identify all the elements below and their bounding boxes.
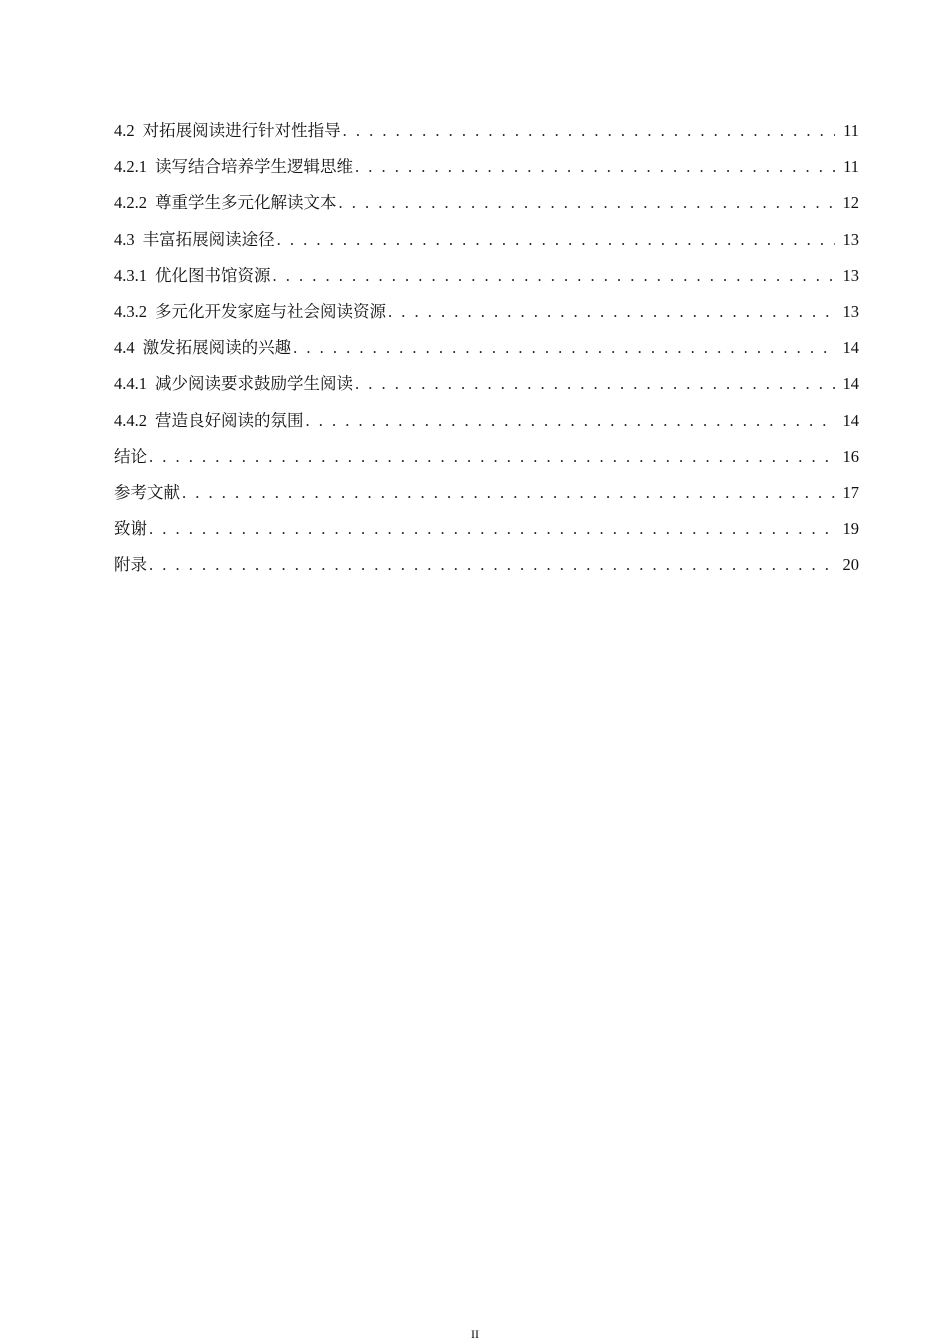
toc-entry[interactable] — [114, 263, 859, 299]
toc-entry[interactable] — [114, 408, 859, 444]
toc-entry-title: 减少阅读要求鼓励学生阅读 — [155, 374, 353, 394]
toc-entry-number: 4.3 — [114, 229, 135, 249]
toc-entry-title: 结论 — [114, 446, 147, 466]
toc-entry-title: 激发拓展阅读的兴趣 — [142, 338, 292, 358]
toc-entry-number: 4.4.1 — [114, 374, 147, 394]
toc-entry-page: 14 — [842, 410, 859, 430]
toc-leader-dots — [182, 480, 835, 506]
toc-entry-title: 多元化开发家庭与社会阅读资源 — [155, 301, 386, 321]
toc-leader-dots — [388, 299, 835, 325]
toc-entry-number: 4.3.2 — [114, 301, 147, 321]
table-of-contents — [114, 118, 859, 588]
toc-entry[interactable] — [114, 190, 859, 226]
toc-entry[interactable] — [114, 371, 859, 407]
toc-entry[interactable] — [114, 480, 859, 516]
toc-entry[interactable] — [114, 227, 859, 263]
toc-entry-page: 14 — [842, 374, 859, 394]
toc-entry-page: 17 — [842, 482, 859, 502]
toc-leader-dots — [293, 335, 835, 361]
toc-entry-page: 12 — [842, 193, 859, 213]
toc-leader-dots — [277, 227, 835, 253]
toc-entry-page: 11 — [843, 157, 859, 177]
toc-leader-dots — [306, 408, 836, 434]
toc-entry[interactable] — [114, 516, 859, 552]
toc-entry-page: 13 — [842, 265, 859, 285]
toc-leader-dots — [355, 154, 835, 180]
toc-entry-number: 4.2.1 — [114, 157, 147, 177]
toc-entry-title: 优化图书馆资源 — [155, 265, 271, 285]
page-number-footer: II — [471, 1327, 479, 1341]
toc-entry-page: 13 — [842, 229, 859, 249]
toc-leader-dots — [343, 118, 835, 144]
toc-leader-dots — [273, 263, 836, 289]
toc-entry-title: 尊重学生多元化解读文本 — [155, 193, 337, 213]
toc-entry-title: 致谢 — [114, 519, 147, 539]
toc-entry[interactable] — [114, 154, 859, 190]
toc-leader-dots — [355, 371, 835, 397]
toc-entry-page: 16 — [842, 446, 859, 466]
toc-entry-page: 11 — [843, 121, 859, 140]
toc-entry-page: 13 — [842, 301, 859, 321]
toc-entry-number: 4.2.2 — [114, 193, 147, 213]
toc-entry-page: 19 — [842, 519, 859, 539]
toc-entry-page: 14 — [842, 338, 859, 358]
toc-entry-title: 参考文献 — [114, 482, 180, 502]
toc-entry[interactable] — [114, 552, 859, 588]
toc-leader-dots — [149, 516, 835, 542]
toc-entry-title: 对拓展阅读进行针对性指导 — [142, 121, 341, 140]
toc-entry-number: 4.3.1 — [114, 265, 147, 285]
toc-entry-title: 读写结合培养学生逻辑思维 — [155, 157, 353, 177]
toc-leader-dots — [149, 552, 835, 578]
toc-entry-title: 丰富拓展阅读途径 — [142, 229, 275, 249]
toc-entry-number: 4.2 — [114, 121, 135, 140]
toc-entry-number: 4.4.2 — [114, 410, 147, 430]
toc-entry[interactable] — [114, 335, 859, 371]
toc-leader-dots — [149, 444, 835, 470]
toc-entry-title: 营造良好阅读的氛围 — [155, 410, 304, 430]
toc-entry[interactable] — [114, 299, 859, 335]
toc-leader-dots — [339, 190, 836, 216]
toc-entry[interactable] — [114, 118, 859, 154]
toc-entry[interactable] — [114, 444, 859, 480]
toc-entry-number: 4.4 — [114, 338, 135, 358]
toc-entry-title: 附录 — [114, 555, 147, 575]
toc-entry-page: 20 — [842, 555, 859, 575]
